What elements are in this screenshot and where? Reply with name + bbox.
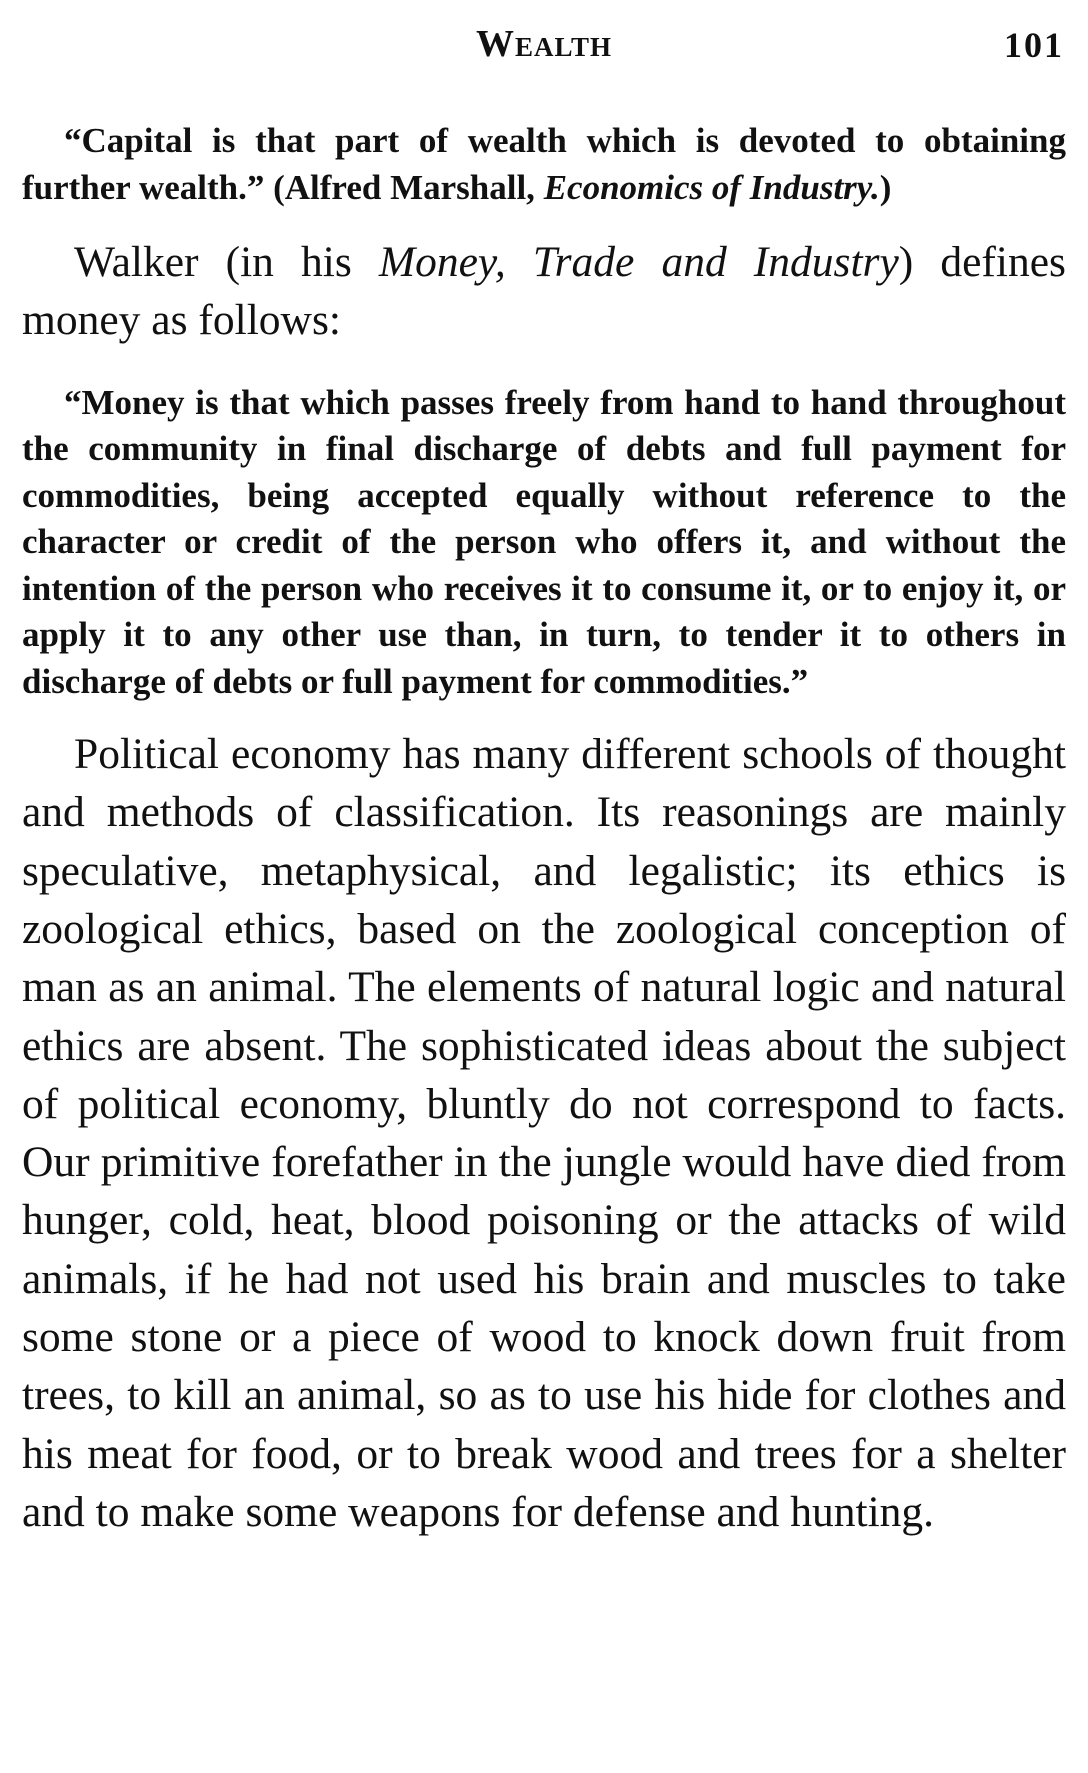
- running-head: [22, 0, 1066, 90]
- quote-walker: “Money is that which passes freely from hand to hand throughout the community in final discharge of debts and full payment for commodities, being accepted equally without reference to the character or credit of the person who offers it, and without the intention of the person who receives it to consume it, or to enjoy it, or apply it to any other use than, in turn, to tender it to others in discharge of debts or full payment for commodities.”: [22, 382, 1066, 701]
- walker-book-title: Money, Trade and Industry: [378, 238, 899, 286]
- paragraph-walker-intro: [22, 233, 1066, 350]
- quote-marshall-source-title: Economics of Industry.: [543, 167, 880, 207]
- walker-intro-before: Walker (in his: [74, 238, 379, 286]
- quote-marshall-text: “Capital is that part of wealth which is devoted to obtaining further wealth.” (Alfred Marshall,: [22, 121, 1066, 207]
- quote-marshall-closing: ): [879, 167, 892, 207]
- page-number: 101: [1004, 25, 1064, 65]
- walker-intro-after: ) defines money as follows:: [22, 238, 1066, 345]
- quote-marshall: [22, 118, 1066, 211]
- paragraph-political-economy: Political economy has many different schools of thought and methods of classification. Its reasonings are mainly speculative, metaphysical, and legalistic; its ethics is zoological ethics, based on the zoological conception of man as an animal. The elements of natural logic and natural ethics are absent. The sophisticated ideas about the subject of political economy, bluntly do not correspond to facts. Our primitive forefather in the jungle would have died from hunger, cold, heat, blood poisoning or the attacks of wild animals, if he had not used his brain and muscles to take some stone or a piece of wood to knock down fruit from trees, to kill an animal, so as to use his hide for clothes and his meat for food, or to break wood and trees for a shelter and to make some weapons for defense and hunting.: [22, 730, 1066, 1536]
- book-page: [22, 0, 1066, 1773]
- running-title: Wealth: [475, 23, 613, 65]
